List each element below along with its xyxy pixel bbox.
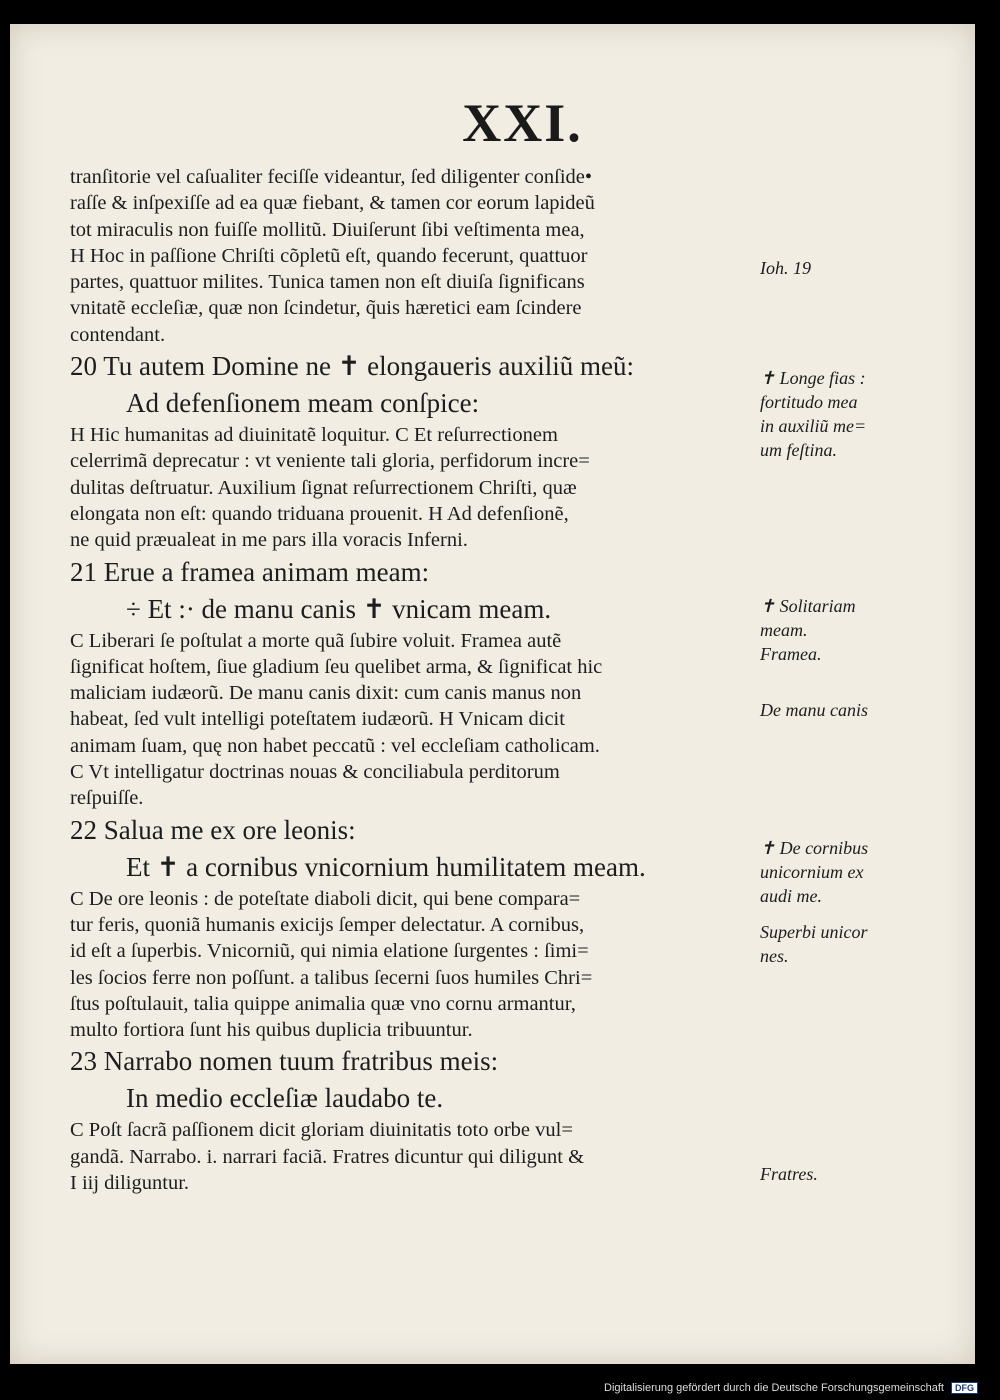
text-line: contendant.: [70, 323, 166, 346]
text-line: vnitatẽ eccleſiæ, quæ non ſcindetur, q̃uis hæretici eam ſcindere: [70, 297, 582, 320]
text-line: C De ore leonis : de poteſtate diaboli dicit, qui bene compara=: [70, 887, 581, 910]
text-line: reſpuiſſe.: [70, 787, 144, 810]
text-line: I iij diliguntur.: [70, 1172, 190, 1195]
margin-note: [760, 836, 868, 908]
margin-note-line: Framea.: [760, 644, 822, 664]
margin-note-line: ✝ Longe fias :: [760, 368, 866, 388]
text-line: elongata non eſt: quando triduana prouenit. H Ad defenſionẽ,: [70, 502, 569, 525]
text-line: maliciam iudæorũ. De manu canis dixit: cum canis manus non: [70, 682, 582, 705]
margin-note-line: fortitudo mea: [760, 392, 858, 412]
margin-note-line: um feſtina.: [760, 440, 837, 460]
margin-note-line: meam.: [760, 620, 808, 640]
text-line: ſignificat hoſtem, ſiue gladium ſeu quelibet arma, & ſignificat hic: [70, 655, 603, 678]
margin-note-line: Ioh. 19: [760, 258, 811, 278]
text-line: C Liberari ſe poſtulat a morte quã ſubire voluit. Framea autẽ: [70, 629, 562, 652]
page-header: [10, 92, 975, 154]
text-line: ſtus poſtulauit, talia quippe animalia quæ vno cornu armantur,: [70, 992, 576, 1015]
text-line: Ad defenſionem meam conſpice:: [126, 388, 480, 419]
text-line: les ſocios ferre non poſſunt. a talibus ſecerni ſuos humiles Chri=: [70, 966, 593, 989]
margin-note-line: De manu canis: [760, 700, 868, 720]
text-line: habeat, ſed vult intelligi poteſtatem iudæorũ. H Vnicam dicit: [70, 708, 565, 731]
margin-note: [760, 1162, 818, 1186]
margin-note: [760, 642, 822, 666]
text-line: Et ✝ a cornibus vnicornium humilitatem meam.: [126, 851, 646, 882]
text-line: id eſt a ſuperbis. Vnicorniũ, qui nimia elatione ſurgentes : ſimi=: [70, 940, 589, 963]
margin-note-line: nes.: [760, 946, 789, 966]
text-line: ne quid præualeat in me pars illa voracis Inferni.: [70, 529, 468, 552]
text-line: C Poſt ſacrã paſſionem dicit gloriam diuinitatis toto orbe vul=: [70, 1119, 573, 1142]
text-line: multo fortiora ſunt his quibus duplicia tribuuntur.: [70, 1019, 473, 1042]
credit-text: Digitalisierung gefördert durch die Deutsche Forschungsgemeinschaft: [604, 1382, 944, 1394]
text-line: raſſe & inſpexiſſe ad ea quæ fiebant, & tamen cor eorum lapideũ: [70, 192, 595, 215]
text-line: 22 Salua me ex ore leonis:: [70, 814, 356, 845]
margin-note-line: Fratres.: [760, 1164, 818, 1184]
margin-note: [760, 366, 866, 462]
margin-note-line: ✝ De cornibus: [760, 838, 869, 858]
margin-note: [760, 920, 868, 968]
text-line: ÷ Et :· de manu canis ✝ vnicam meam.: [126, 593, 552, 624]
text-line: tur feris, quoniã humanis exicijs ſemper delectatur. A cornibus,: [70, 913, 585, 936]
text-line: H Hic humanitas ad diuinitatẽ loquitur. C Et reſurrectionem: [70, 424, 558, 447]
text-line: celerrimã deprecatur : vt veniente tali gloria, perfidorum incre=: [70, 450, 590, 473]
margin-note: [760, 256, 811, 280]
text-line: In medio eccleſiæ laudabo te.: [126, 1083, 444, 1114]
text-line: gandã. Narrabo. i. narrari faciã. Fratres dicuntur qui diligunt &: [70, 1145, 585, 1168]
margin-note-line: ✝ Solitariam: [760, 596, 856, 616]
text-line: dulitas deſtruatur. Auxilium ſignat reſurrectionem Chriſti, quæ: [70, 476, 577, 499]
margin-note-line: in auxiliũ me=: [760, 416, 867, 436]
text-line: C Vt intelligatur doctrinas nouas & conciliabula perditorum: [70, 761, 560, 784]
margin-note: [760, 594, 856, 642]
text-line: tranſitorie vel caſualiter feciſſe videantur, ſed diligenter conſide•: [70, 166, 593, 188]
text-line: animam ſuam, quę non habet peccatũ : vel eccleſiam catholicam.: [70, 734, 600, 757]
text-line: 20 Tu autem Domine ne ✝ elongaueris auxiliũ meũ:: [70, 351, 635, 382]
margin-note-line: audi me.: [760, 886, 822, 906]
text-line: H Hoc in paſſione Chriſti cõpletũ eſt, quando fecerunt, quattuor: [70, 244, 588, 267]
text-line: tot miraculis non fuiſſe mollitũ. Diuiſerunt ſibi veſtimenta mea,: [70, 218, 585, 241]
margin-note-line: unicornium ex: [760, 862, 864, 882]
margin-note-line: Superbi unicor: [760, 922, 868, 942]
chapter-numeral: XXI.: [462, 93, 583, 153]
text-line: partes, quattuor milites. Tunica tamen non eſt diuiſa ſignificans: [70, 271, 585, 294]
margin-note: [760, 698, 868, 722]
dfg-logo: DFG: [951, 1382, 978, 1394]
digitization-credit: [604, 1382, 978, 1394]
document-page: [10, 24, 975, 1364]
main-text: [70, 164, 760, 1196]
text-line: 23 Narrabo nomen tuum fratribus meis:: [70, 1046, 499, 1077]
text-line: 21 Erue a framea animam meam:: [70, 556, 430, 587]
